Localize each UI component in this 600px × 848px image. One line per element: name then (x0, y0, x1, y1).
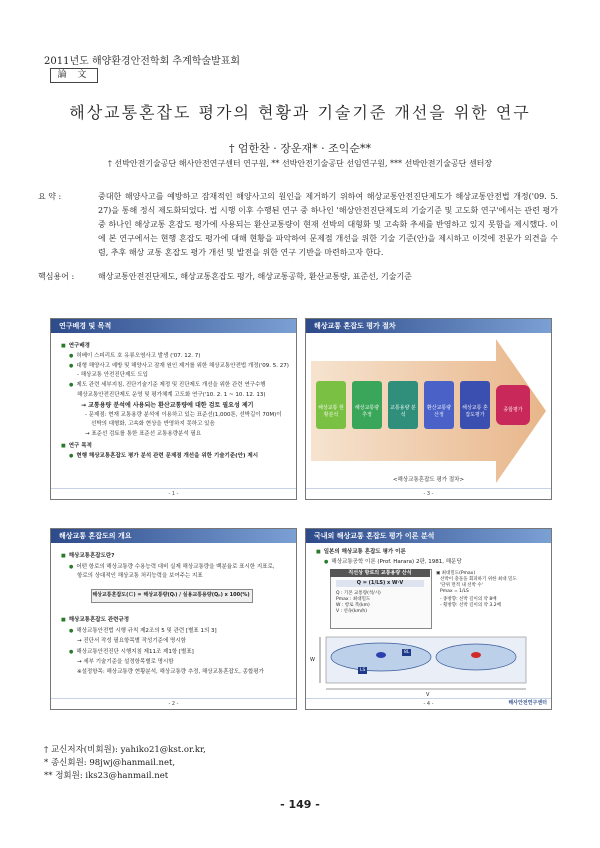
slide-line: ● 어떤 항로의 해상교통량 수용능력 대비 실제 해상교통량을 백분율로 표시한 지표로, (69, 564, 275, 571)
slide-line: ● 허베이 스피리트 호 유류오염사고 발생 ('07. 12. 7) (69, 353, 200, 360)
axis-label-w: W (310, 657, 315, 663)
footnote: ** 정회원: iks23@hanmail.net (44, 771, 169, 781)
slide-page: - 3 - (306, 488, 551, 499)
step-label: 종합평가 (503, 407, 523, 413)
slide-line: ■ 일본의 해상교통 혼잡도 평가 이론 (316, 549, 406, 556)
slide-evaluation-procedure (305, 318, 552, 500)
slide-title: 해상교통 혼잡도의 개요 (51, 529, 296, 543)
formula: 해상교통혼잡도(Ｃ) = 해상교통량(Qᵢ) / 실용교통용량(Qₚ) x 100(%) (92, 592, 250, 598)
footnote: † 교신저자(비회원): yahiko21@kst.or.kr, (44, 745, 206, 755)
slide-line: → 진단서 작성 필요항목별 작성기준에 명시함 (77, 638, 186, 644)
footnotes (44, 744, 206, 783)
slide-page: - 1 - (51, 488, 296, 499)
formula-def: V : 선속(km/h) (336, 609, 368, 614)
slide-line: → 표준선 검토를 통한 표준선 교통용량분석 필요 (85, 431, 202, 437)
dimension-label: LS (360, 668, 366, 673)
page-number: - 149 - (280, 798, 320, 811)
slide-line: ■ 해상교통혼잡도 관련규정 (61, 617, 129, 624)
slide-line: - 해상교통 안전진단제도 도입 (77, 372, 148, 378)
step-label: 교통용량 분석 (390, 405, 416, 418)
slide-line: → 교통용량 분석에 사용되는 환산교통량에 대한 검토 필요성 제기 (81, 402, 254, 409)
slide-page: - 4 - (306, 698, 551, 709)
formula-def: Q : 기본 교통량(척/시) (336, 591, 381, 596)
slide-title: 연구배경 및 목적 (51, 319, 296, 333)
slide-line: 선박의 대형화, 고속화 현상을 반영하지 못하고 있음 (91, 421, 215, 427)
figure-caption: <해상교통혼잡도 평가 절차> (392, 477, 465, 483)
ship-icon (376, 652, 386, 658)
slide-theory-analysis (305, 528, 552, 710)
slide-line: ● 해상교통공학 이론 (Prof. Harara) 2판, 1981, 해문당 (324, 559, 462, 566)
slide-line: ■ 연구 목적 (61, 443, 92, 450)
slide-congestion-overview (50, 528, 297, 710)
axis-label-v: V (426, 692, 430, 698)
formula-def: Pmax : 최대밀도 (336, 597, 371, 602)
keywords (38, 271, 568, 282)
slide-line: ● 해상교통안전법 시행 규칙 제2조의 5 및 관련 [별표 1의 3] (69, 628, 217, 635)
ship-icon (471, 652, 481, 658)
formula: Q = (1/LS) x W·V (336, 580, 424, 587)
formula-title: 직선상 항로의 교통용량 산식 (330, 569, 430, 577)
abstract-label: 요 약 : (38, 192, 62, 201)
slide-line: 해상교통안전진단제도 운영 및 평가체계 고도화 연구('10. 2. 1 ~ 10. 12. 13) (77, 392, 266, 398)
center-logo: 해사안전연구센터 (508, 700, 547, 706)
slide-line: ● 해상교통안전진단 시행지침 제11조 제1항 [별표] (69, 649, 194, 656)
step-label: 환산교통량 산정 (426, 405, 452, 418)
formula-def: W : 항로 폭(km) (336, 603, 370, 608)
step-label: 해상교통 혼잡도평가 (462, 405, 488, 418)
note: '단위 면적 내 선박 수' (440, 583, 483, 588)
slide-title: 국내외 해상교통 혼잡도 평가 이론 분석 (306, 529, 551, 543)
step-label: 해상교통량 추정 (354, 405, 380, 418)
note: Pmax = 1/LS (440, 589, 469, 594)
slide-line: ● 대형 해양사고 예방 및 해양사고 잠재 원인 제거를 위한 해상교통안전법 개정('09. 5. 27) (69, 363, 289, 370)
abstract (38, 190, 558, 260)
slide-line: ■ 연구배경 (61, 343, 90, 350)
step-box-final (496, 385, 530, 425)
keywords-label: 핵심용어 : (38, 272, 75, 281)
conference-header: 2011년도 해양환경안전학회 추계학술발표회 (44, 56, 241, 67)
note: - 횡방향: 선박 길이의 약 3.2배 (440, 603, 501, 608)
keywords-text: 해상교통안전진단제도, 해상교통혼잡도 평가, 해상교통공학, 환산교통량, 표준선, 기술기준 (98, 272, 412, 281)
slide-line: → 세부 기술기준을 설정항목별로 명시함 (77, 659, 174, 665)
slide-page: - 2 - (51, 698, 296, 709)
abstract-text: 중대한 해양사고를 예방하고 잠재적인 해양사고의 원인을 제거하기 위하여 해상교통안전진단제도가 해상교통안전법 개정('09. 5. 27)을 통해 정식 제도화되었다. 법 시행 이후 수행된 연구 중 하나인 '해상안전진단제도의 기술기준 및 고도화 연구'에서는 관련 평가 중 하나인 해상교통 혼잡도 평가에 사용되는 환산교통량이 현재 선박의 대형화 및 고속화 추세를 반영하고 있지 못함을 제시했다. 이에 본 연구에서는 현행 혼잡도 평가에 대해 현황을 파악하여 문제점 개선을 위한 기술 기준(안)을 제시하고 이것에 전문가 의견을 수렴, 추후 해상 교통 혼잡도 평가 개선 및 발전을 위한 연구 기반을 마련하고자 한다. (98, 192, 558, 257)
ship-domain-diagram (306, 629, 551, 699)
dimension-label: 8L (404, 650, 410, 655)
slide-line: - 문제점: 현재 교통용량 분석에 이용하고 있는 표준선(1,000톤, 선박길이 70M)이 (85, 412, 282, 418)
authors: † 엄한찬 · 장운재* · 조익순** (228, 142, 372, 155)
slide-line: ● 현행 해상교통혼잡도 평가 분석 관련 문제점 개선을 위한 기술기준(안) 제시 (69, 453, 258, 460)
slide-title: 해상교통 혼잡도 평가 절차 (306, 319, 551, 333)
step-label: 해상교통 현황분석 (318, 405, 344, 418)
slide-line: ● 제도 관련 세부지침, 진단기술기준 제정 및 진단제도 개선을 위한 관련 연구수행 (69, 382, 266, 389)
slide-line: ■ 해상교통혼잡도란? (61, 553, 114, 560)
note: - 종방향: 선박 길이의 약 8배 (440, 597, 497, 602)
paper-title: 해상교통혼잡도 평가의 현황과 기술기준 개선을 위한 연구 (69, 103, 531, 122)
note: ▣ 최대밀도(Pmax) (436, 571, 476, 576)
affiliation: † 선박안전기술공단 해사안전연구센터 연구원, ** 선박안전기술공단 선임연구원, *** 선박안전기술공단 센터장 (107, 159, 493, 168)
footnote: * 종신회원: 98jwj@hanmail.net, (44, 758, 176, 768)
slide-line: ※설정항목: 해상교통량 현황분석, 해상교통량 추정, 해상교통혼잡도, 종합평가 (77, 669, 264, 675)
paper-type-tag: 論 文 (50, 68, 98, 83)
slide-research-background (50, 318, 297, 500)
note: 선박이 충돌을 회피하기 위한 최대 밀도 (440, 577, 517, 582)
slide-line: 항로의 상대적인 해상교통 처리능력을 보여주는 지표 (77, 573, 203, 579)
